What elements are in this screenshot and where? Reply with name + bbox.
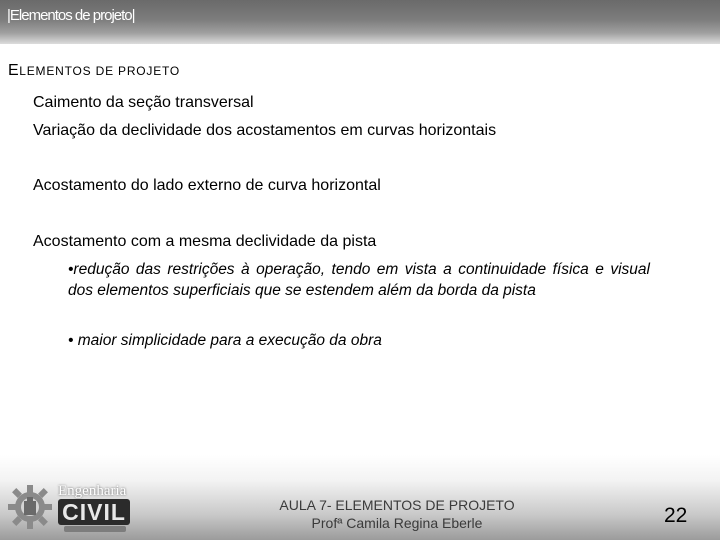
footer-course: AULA 7- ELEMENTOS DE PROJETO	[279, 497, 515, 513]
section-title-initial: E	[8, 62, 20, 79]
bullet-acostamento-externo: Acostamento do lado externo de curva horizontal	[33, 177, 381, 194]
breadcrumb: |Elementos de projeto|	[7, 7, 135, 24]
footer-professor: Profª Camila Regina Eberle	[311, 515, 483, 531]
slide-number: 22	[664, 504, 688, 527]
bullet-variacao: Variação da declividade dos acostamentos em curvas horizontais	[33, 122, 497, 139]
sub-bullet-simplicidade: • maior simplicidade para a execução da obra	[68, 332, 382, 349]
section-title-rest: LEMENTOS DE PROJETO	[19, 64, 181, 78]
logo-engenharia-text: Engenharia	[58, 483, 127, 499]
logo-tagline-bar	[64, 526, 126, 532]
footer-text	[262, 496, 532, 532]
bullet-acostamento-mesma-declividade: Acostamento com a mesma declividade da pista	[33, 233, 377, 250]
sub-bullet-reducao: •redução das restrições à operação, tendo em vista a continuidade física e visual dos elementos superficiais que se estendem além da borda da pista	[68, 261, 650, 299]
bullet-caimento: Caimento da seção transversal	[33, 94, 254, 111]
header-bar	[0, 0, 720, 44]
section-title	[8, 62, 180, 80]
engenharia-civil-logo	[6, 483, 131, 535]
logo-civil-text: CIVIL	[58, 499, 130, 525]
gear-icon	[6, 483, 54, 531]
